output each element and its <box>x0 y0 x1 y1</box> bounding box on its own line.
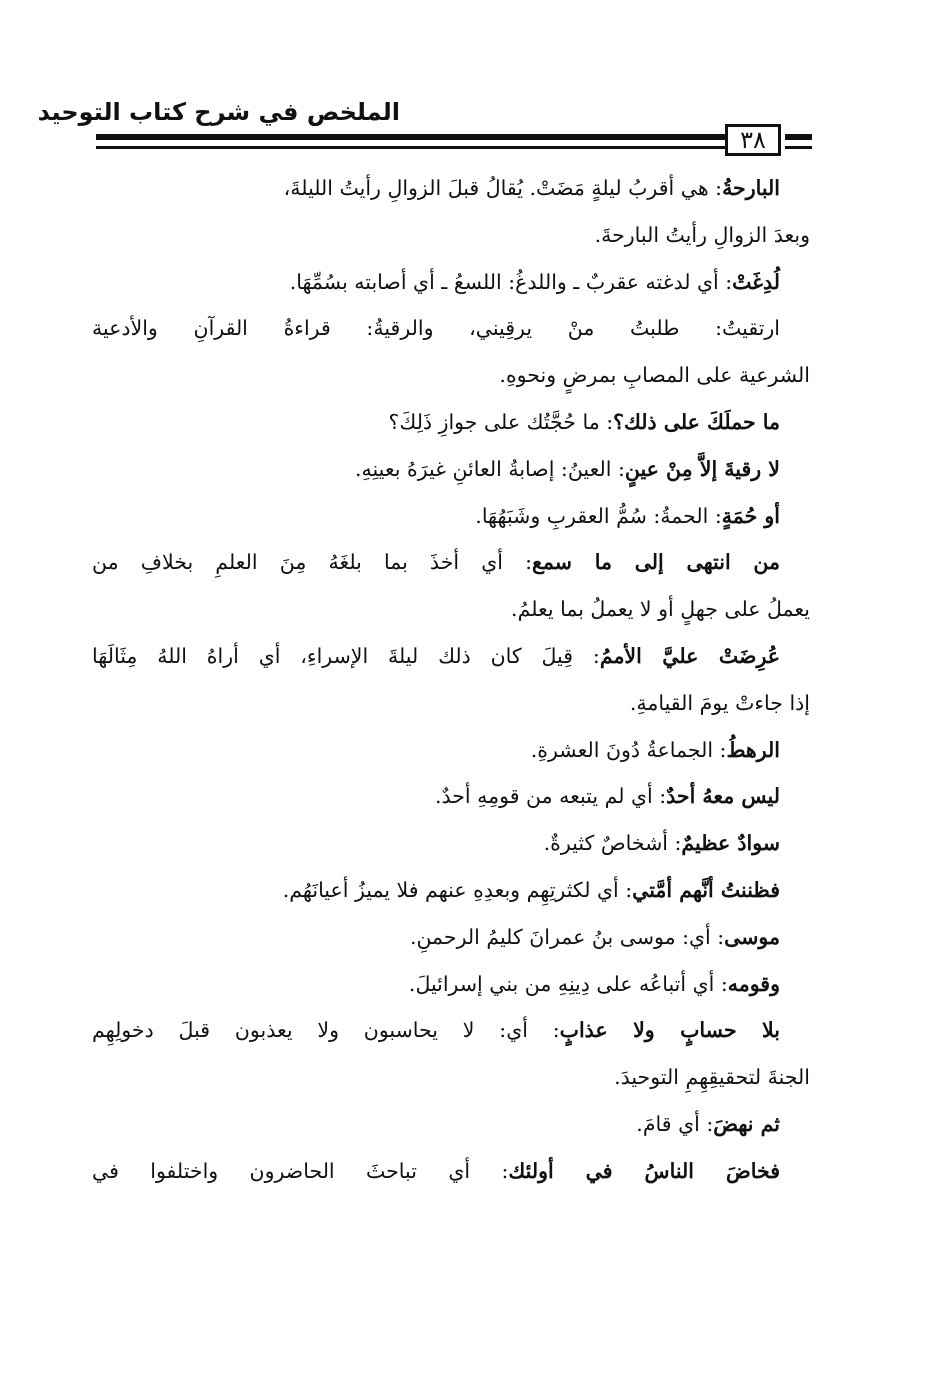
glossary-term: ليس معهُ أحدٌ <box>666 784 780 809</box>
glossary-term: أو حُمَةٍ <box>721 503 780 528</box>
definition-text: : الجماعةُ دُونَ العشرةِ. <box>530 737 727 762</box>
text-line <box>92 305 810 352</box>
glossary-term: وقومه <box>727 971 780 996</box>
text-line <box>92 493 810 540</box>
definition-text: : العينُ: إصابةُ العائنِ غيرَهُ بعينِهِ. <box>354 456 625 481</box>
glossary-term: ثم نهضَ <box>713 1111 780 1136</box>
header-rule-right-thin <box>785 146 812 149</box>
text-line <box>92 633 810 680</box>
definition-text: : أي لدغته عقربٌ ـ واللدغُ: اللسعُ ـ أي أصابته بسُمِّهَا. <box>289 269 733 294</box>
definition-text: : أي لم يتبعه من قومِهِ أحدٌ. <box>434 784 667 809</box>
text-line <box>92 399 810 446</box>
text-line <box>92 773 810 820</box>
definition-text: : أي أخذَ بما بلغَهُ مِنَ العلمِ بخلافِ من <box>92 550 533 575</box>
definition-text: : أي قامَ. <box>636 1111 714 1136</box>
definition-text: الشرعية على المصابِ بمرضٍ ونحوهِ. <box>499 363 810 388</box>
text-line <box>92 1054 810 1101</box>
text-line <box>92 680 810 727</box>
glossary-term: موسى <box>724 924 780 949</box>
text-line <box>92 867 810 914</box>
text-line <box>92 539 810 586</box>
text-line <box>92 961 810 1008</box>
definition-text: : أي: موسى بنُ عمرانَ كليمُ الرحمنِ. <box>409 924 725 949</box>
text-line <box>92 1101 810 1148</box>
definition-text: : ما حُجَّتُك على جوازِ ذَلِكَ؟ <box>388 409 614 434</box>
page-number: ٣٨ <box>725 124 781 156</box>
running-header-title: الملخص في شرح كتاب التوحيد <box>37 98 400 126</box>
definition-text: : قِيلَ كان ذلك ليلةَ الإسراءِ، أي أراهُ اللهُ مِثَالَهَا <box>92 643 600 668</box>
text-line <box>92 727 810 774</box>
definition-text: : أشخاصٌ كثيرةٌ. <box>543 831 682 856</box>
glossary-term: بلا حسابٍ ولا عذابٍ <box>559 1018 780 1043</box>
glossary-term: عُرِضَتْ عليَّ الأممُ <box>599 643 780 668</box>
glossary-term: لُدِغَتْ <box>732 269 780 294</box>
text-line <box>92 165 810 212</box>
definition-text: الجنةَ لتحقيقِهِمِ التوحيدَ. <box>614 1065 810 1090</box>
definition-text: وبعدَ الزوالِ رأيتُ البارحةَ. <box>594 222 810 247</box>
definition-text: : أي أتباعُه على دِينِهِ من بني إسرائيلَ. <box>408 971 728 996</box>
text-line <box>92 259 810 306</box>
glossary-term: الرهطُ <box>726 737 780 762</box>
glossary-term: ما حملَكَ على ذلك؟ <box>613 409 780 434</box>
text-line <box>92 1007 810 1054</box>
header-rule-right-thick <box>785 134 812 140</box>
text-line <box>92 352 810 399</box>
definition-text: ارتقيتُ: طلبتُ منْ يرقِيني، والرقيةُ: قراءةُ القرآنِ والأدعية <box>92 316 780 341</box>
definition-text: يعملُ على جهلٍ أو لا يعملُ بما يعلمُ. <box>511 597 810 622</box>
definition-text: : هي أقربُ ليلةٍ مَضَتْ. يُقالُ قبلَ الزوالِ رأيتُ الليلةَ، <box>283 176 723 200</box>
header-rule-thin <box>96 146 725 149</box>
definition-text: : أي لكثرتِهِم وبعدِهِ عنهم فلا يميزُ أعيانَهُم. <box>282 877 633 902</box>
glossary-term: فظننتُ أنَّهم أمَّتي <box>632 877 780 902</box>
glossary-term: فخاضَ الناسُ في أولئك <box>508 1158 781 1183</box>
glossary-term: البارحةُ <box>722 176 780 200</box>
text-line <box>92 914 810 961</box>
page-body <box>92 165 810 1195</box>
text-line <box>92 586 810 633</box>
text-line <box>92 1148 810 1195</box>
definition-text: : أي تباحثَ الحاضرون واختلفوا في <box>92 1158 509 1183</box>
text-line <box>92 820 810 867</box>
glossary-term: سوادٌ عظيمٌ <box>681 831 780 856</box>
header-rule-thick <box>96 134 725 140</box>
text-line <box>92 212 810 259</box>
glossary-term: من انتهى إلى ما سمع <box>532 550 781 575</box>
definition-text: إذا جاءتْ يومَ القيامةِ. <box>629 690 810 715</box>
text-line <box>92 446 810 493</box>
definition-text: : أي: لا يحاسبون ولا يعذبون قبلَ دخولِهِم <box>92 1018 560 1043</box>
definition-text: : الحمةُ: سُمُّ العقربِ وشَبَهُهَا. <box>475 503 722 528</box>
glossary-term: لا رقيةَ إلاَّ مِنْ عينٍ <box>624 456 780 481</box>
